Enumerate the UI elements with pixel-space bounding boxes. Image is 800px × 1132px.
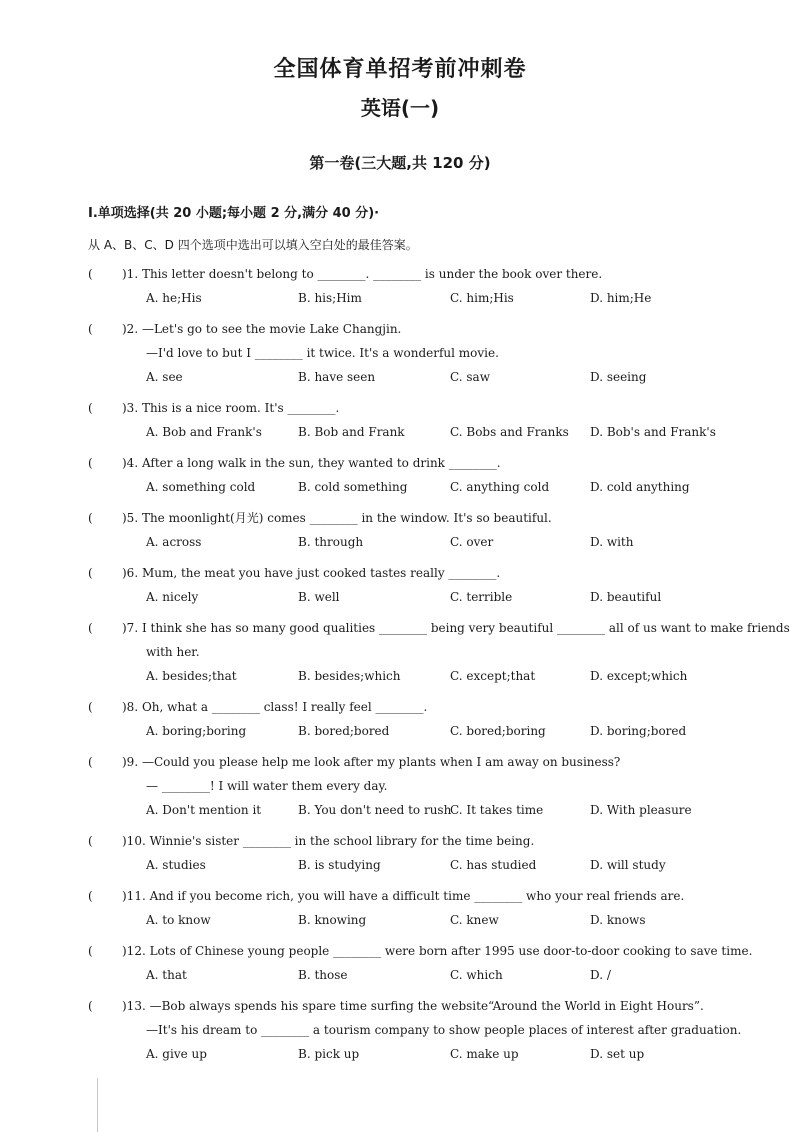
option-b[interactable]: B. You don't need to rush: [298, 803, 452, 817]
answer-options: [0, 664, 800, 688]
question-stem-continued: [0, 1018, 800, 1042]
option-d[interactable]: D. him;He: [590, 291, 652, 305]
answer-bracket[interactable]: (: [88, 944, 93, 958]
option-c[interactable]: C. It takes time: [450, 803, 544, 817]
answer-bracket[interactable]: (: [88, 322, 93, 336]
option-a[interactable]: A. Don't mention it: [146, 803, 262, 817]
question-item: [0, 994, 800, 1066]
question-item: [0, 506, 800, 554]
question-stem: [0, 750, 800, 774]
option-a[interactable]: A. Bob and Frank's: [146, 425, 262, 439]
option-c[interactable]: C. knew: [450, 913, 499, 927]
option-c[interactable]: C. anything cold: [450, 480, 550, 494]
option-c[interactable]: C. which: [450, 968, 503, 982]
question-item: [0, 317, 800, 389]
question-text: )5. The moonlight(月光) comes ________ in the window. It's so beautiful.: [122, 511, 552, 525]
question-text: )8. Oh, what a ________ class! I really feel ________.: [122, 700, 428, 714]
exam-title: 全国体育单招考前冲刺卷: [273, 57, 527, 82]
option-a[interactable]: A. besides;that: [146, 669, 237, 683]
question-item: [0, 829, 800, 877]
question-stem: [0, 616, 800, 640]
option-b[interactable]: B. pick up: [298, 1047, 360, 1061]
question-text: )13. —Bob always spends his spare time surfing the website“Around the World in Eight Hours”.: [122, 999, 704, 1013]
question-list: [0, 262, 800, 1073]
question-stem-continued: [0, 640, 800, 664]
question-stem-continued: [0, 774, 800, 798]
question-text: )7. I think she has so many good qualities ________ being very beautiful ________ all of us want to make friends: [122, 621, 790, 635]
question-text: )1. This letter doesn't belong to ________. ________ is under the book over there.: [122, 267, 603, 281]
answer-bracket[interactable]: (: [88, 566, 93, 580]
question-item: [0, 884, 800, 932]
answer-bracket[interactable]: (: [88, 401, 93, 415]
option-b[interactable]: B. is studying: [298, 858, 381, 872]
option-c[interactable]: C. make up: [450, 1047, 519, 1061]
question-text: )3. This is a nice room. It's ________.: [122, 401, 340, 415]
section-title: Ⅰ.单项选择(共 20 小题;每小题 2 分,满分 40 分)·: [88, 206, 380, 221]
answer-bracket[interactable]: (: [88, 511, 93, 525]
part-heading: 第一卷(三大题,共 120 分): [309, 154, 491, 172]
option-a[interactable]: A. across: [146, 535, 202, 549]
question-text: )4. After a long walk in the sun, they wanted to drink ________.: [122, 456, 501, 470]
option-d[interactable]: D. With pleasure: [590, 803, 692, 817]
option-d[interactable]: D. beautiful: [590, 590, 662, 604]
option-d[interactable]: D. boring;bored: [590, 724, 687, 738]
exam-subtitle: 英语(一): [360, 96, 440, 120]
option-c[interactable]: C. bored;boring: [450, 724, 546, 738]
option-b[interactable]: B. through: [298, 535, 364, 549]
option-c[interactable]: C. terrible: [450, 590, 513, 604]
question-stem: [0, 561, 800, 585]
option-a[interactable]: A. something cold: [146, 480, 256, 494]
question-text: )6. Mum, the meat you have just cooked tastes really ________.: [122, 566, 501, 580]
answer-options: [0, 585, 800, 609]
option-a[interactable]: A. he;His: [146, 291, 202, 305]
answer-options: [0, 1042, 800, 1066]
question-item: [0, 750, 800, 822]
option-a[interactable]: A. see: [146, 370, 183, 384]
question-text: )10. Winnie's sister ________ in the school library for the time being.: [122, 834, 535, 848]
option-c[interactable]: C. except;that: [450, 669, 536, 683]
option-d[interactable]: D. with: [590, 535, 634, 549]
answer-bracket[interactable]: (: [88, 700, 93, 714]
question-item: [0, 616, 800, 688]
answer-options: [0, 719, 800, 743]
option-b[interactable]: B. Bob and Frank: [298, 425, 405, 439]
option-a[interactable]: A. boring;boring: [146, 724, 247, 738]
question-item: [0, 939, 800, 987]
option-a[interactable]: A. give up: [146, 1047, 207, 1061]
option-d[interactable]: D. will study: [590, 858, 666, 872]
option-a[interactable]: A. that: [146, 968, 187, 982]
question-item: [0, 262, 800, 310]
option-b[interactable]: B. bored;bored: [298, 724, 390, 738]
margin-line: [97, 1078, 98, 1132]
answer-bracket[interactable]: (: [88, 834, 93, 848]
question-text: )11. And if you become rich, you will have a difficult time ________ who your real friends are.: [122, 889, 685, 903]
option-b[interactable]: B. besides;which: [298, 669, 401, 683]
question-stem: [0, 396, 800, 420]
answer-options: [0, 853, 800, 877]
answer-options: [0, 798, 800, 822]
option-d[interactable]: D. knows: [590, 913, 646, 927]
option-a[interactable]: A. studies: [146, 858, 206, 872]
answer-options: [0, 963, 800, 987]
option-d[interactable]: D. seeing: [590, 370, 647, 384]
question-stem: [0, 695, 800, 719]
question-stem: [0, 994, 800, 1018]
option-b[interactable]: B. well: [298, 590, 340, 604]
option-a[interactable]: A. nicely: [146, 590, 199, 604]
option-d[interactable]: D. set up: [590, 1047, 645, 1061]
question-stem: [0, 939, 800, 963]
answer-options: [0, 908, 800, 932]
question-text: with her.: [146, 645, 200, 659]
question-text: )2. —Let's go to see the movie Lake Changjin.: [122, 322, 402, 336]
section-instruction: 从 A、B、C、D 四个选项中选出可以填入空白处的最佳答案。: [88, 238, 418, 252]
answer-options: [0, 286, 800, 310]
option-c[interactable]: C. over: [450, 535, 494, 549]
question-stem: [0, 506, 800, 530]
answer-bracket[interactable]: (: [88, 456, 93, 470]
question-text: )12. Lots of Chinese young people ________ were born after 1995 use door-to-door cooking to save time.: [122, 944, 753, 958]
question-stem-continued: [0, 341, 800, 365]
option-b[interactable]: B. cold something: [298, 480, 408, 494]
question-text: — ________! I will water them every day.: [146, 779, 388, 793]
question-stem: [0, 829, 800, 853]
answer-bracket[interactable]: (: [88, 999, 93, 1013]
question-text: )9. —Could you please help me look after my plants when I am away on business?: [122, 755, 621, 769]
option-d[interactable]: D. except;which: [590, 669, 688, 683]
question-text: —I'd love to but I ________ it twice. It's a wonderful movie.: [146, 346, 499, 360]
answer-options: [0, 365, 800, 389]
option-d[interactable]: D. Bob's and Frank's: [590, 425, 716, 439]
question-stem: [0, 451, 800, 475]
answer-options: [0, 530, 800, 554]
answer-bracket[interactable]: (: [88, 267, 93, 281]
question-item: [0, 451, 800, 499]
answer-bracket[interactable]: (: [88, 621, 93, 635]
answer-bracket[interactable]: (: [88, 755, 93, 769]
option-a[interactable]: A. to know: [146, 913, 211, 927]
option-d[interactable]: D. cold anything: [590, 480, 690, 494]
option-d[interactable]: D. /: [590, 968, 611, 982]
question-item: [0, 396, 800, 444]
question-text: —It's his dream to ________ a tourism company to show people places of interest after graduation.: [146, 1023, 742, 1037]
question-stem: [0, 884, 800, 908]
option-b[interactable]: B. his;Him: [298, 291, 362, 305]
question-item: [0, 695, 800, 743]
option-c[interactable]: C. has studied: [450, 858, 537, 872]
answer-options: [0, 475, 800, 499]
option-b[interactable]: B. those: [298, 968, 348, 982]
option-b[interactable]: B. have seen: [298, 370, 376, 384]
option-c[interactable]: C. Bobs and Franks: [450, 425, 569, 439]
question-item: [0, 561, 800, 609]
answer-options: [0, 420, 800, 444]
answer-bracket[interactable]: (: [88, 889, 93, 903]
option-b[interactable]: B. knowing: [298, 913, 367, 927]
option-c[interactable]: C. saw: [450, 370, 490, 384]
question-stem: [0, 262, 800, 286]
question-stem: [0, 317, 800, 341]
option-c[interactable]: C. him;His: [450, 291, 514, 305]
